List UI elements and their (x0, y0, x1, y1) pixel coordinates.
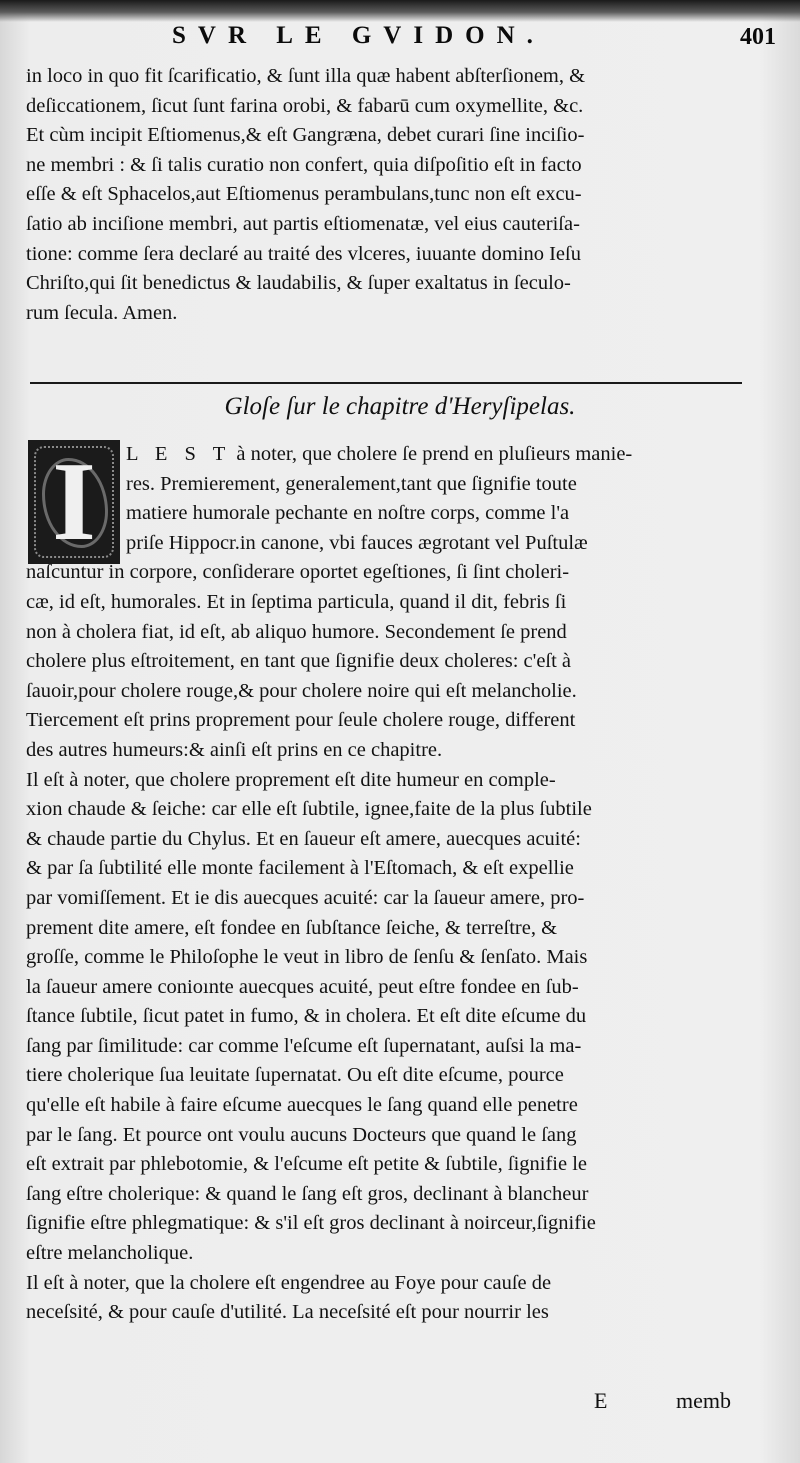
text-line: ſauoir,pour cholere rouge,& pour cholere noire qui eſt melancholie. (26, 679, 577, 702)
text-line: rum ſecula. Amen. (26, 301, 178, 324)
text-line: neceſsité, & pour cauſe d'utilité. La neceſsité eſt pour nourrir les (26, 1301, 549, 1324)
text-line: xion chaude & ſeiche: car elle eſt ſubtile, ignee,faite de la plus ſubtile (26, 798, 592, 821)
text-line: ſatio ab inciſione membri, aut partis eſtiomenatæ, vel eius cauteriſa- (26, 212, 580, 235)
text-line: tiere cholerique ſua leuitate ſupernatat. Ou eſt dite eſcume, pource (26, 1064, 564, 1087)
text-line: Il eſt à noter, que la cholere eſt engendree au Foye pour cauſe de (26, 1271, 552, 1294)
text-line: deſiccationem, ſicut ſunt farina orobi, & fabarū cum oxymellite, &c. (26, 94, 584, 117)
text-line (26, 440, 770, 470)
paragraph-2 (26, 440, 770, 1328)
text-line: ſtance ſubtile, ſicut patet in fumo, & in cholera. Et eſt dite eſcume du (26, 1005, 587, 1028)
text-line: res. Premierement, generalement,tant que ſignifie toute (126, 472, 577, 495)
text-line: prement dite amere, eſt fondee en ſubſtance ſeiche, & terreſtre, & (26, 916, 558, 939)
text-line: ſignifie eſtre phlegmatique: & s'il eſt gros declinant à noirceur,ſignifie (26, 1212, 596, 1235)
running-head: SVR LE GVIDON. (172, 22, 545, 49)
text-line: in loco in quo fit ſcarificatio, & ſunt illa quæ habent abſterſionem, & (26, 65, 586, 87)
page-number: 401 (740, 24, 776, 50)
catchword: memb (676, 1388, 731, 1413)
text-line: Tiercement eſt prins proprement pour ſeule cholere rouge, different (26, 709, 576, 732)
text-line: tione: comme ſera declaré au traité des vlceres, iuuante domino Ieſu (26, 242, 581, 265)
text-line: & chaude partie du Chylus. Et en ſaueur eſt amere, auecques acuité: (26, 827, 581, 850)
page-top-shadow (0, 0, 800, 22)
text-line: ſang eſtre cholerique: & quand le ſang eſt gros, declinant à blancheur (26, 1182, 589, 1205)
text-line: priſe Hippocr.in canone, vbi fauces ægrotant vel Puſtulæ (126, 531, 588, 554)
gloss-title: Gloſe ſur le chapitre d'Heryſipelas. (224, 393, 576, 420)
text-line: matiere humorale pechante en noſtre corps, comme l'a (126, 502, 570, 525)
signature-mark: E (594, 1388, 608, 1413)
text-line: eſſe & eſt Sphacelos,aut Eſtiomenus perambulans,tunc non eſt excu- (26, 183, 582, 206)
text-line: eſtre melancholique. (26, 1242, 194, 1265)
page-header (0, 22, 800, 56)
text-line: cæ, id eſt, humorales. Et in ſeptima particula, quand il dit, febris ſi (26, 590, 567, 613)
text-line: groſſe, comme le Philoſophe le veut in libro de ſenſu & ſenſato. Mais (26, 946, 588, 969)
text-line: des autres humeurs:& ainſi eſt prins en ce chapitre. (26, 738, 443, 761)
text-line: ne membri : & ſi talis curatio non confert, quia diſpoſitio eſt in facto (26, 153, 582, 176)
text-line: eſt extrait par phlebotomie, & l'eſcume eſt petite & ſubtile, ſignifie le (26, 1153, 588, 1176)
text-line: qu'elle eſt habile à faire eſcume auecques le ſang quand elle penetre (26, 1094, 578, 1117)
text-line: Il eſt à noter, que cholere proprement eſt dite humeur en comple- (26, 768, 556, 791)
text-line: par le ſang. Et pource ont voulu aucuns Docteurs que quand le ſang (26, 1123, 577, 1146)
text-line: naſcuntur in corpore, conſiderare oportet egeſtiones, ſi ſint choleri- (26, 561, 570, 584)
text-line: la ſaueur amere conioınte auecques acuité, peut eſtre fondee en ſub- (26, 975, 579, 998)
text-line: Chriſto,qui ſit benedictus & laudabilis, & ſuper exaltatus in ſeculo- (26, 272, 571, 295)
section-divider (30, 382, 742, 384)
text-line: par vomiſſement. Et ie dis auecques acuité: car la ſaueur amere, pro- (26, 886, 585, 909)
text-line: ſang par ſimilitude: car comme l'eſcume eſt ſupernatant, auſsi la ma- (26, 1034, 582, 1057)
text-line: non à cholera fiat, id eſt, ab aliquo humore. Secondement ſe prend (26, 620, 567, 643)
drop-cap-letter: I (52, 440, 96, 564)
paragraph-1 (26, 62, 770, 328)
text-line: cholere plus eſtroitement, en tant que ſignifie deux choleres: c'eſt à (26, 650, 572, 673)
small-caps-opening: L E S T (126, 443, 232, 465)
text-line-rest: à noter, que cholere ſe prend en pluſieurs manie- (231, 443, 633, 465)
text-line: Et cùm incipit Eſtiomenus,& eſt Gangræna, debet curari ſine inciſio- (26, 124, 585, 147)
text-line: & par ſa ſubtilité elle monte facilement à l'Eſtomach, & eſt expellie (26, 857, 574, 880)
